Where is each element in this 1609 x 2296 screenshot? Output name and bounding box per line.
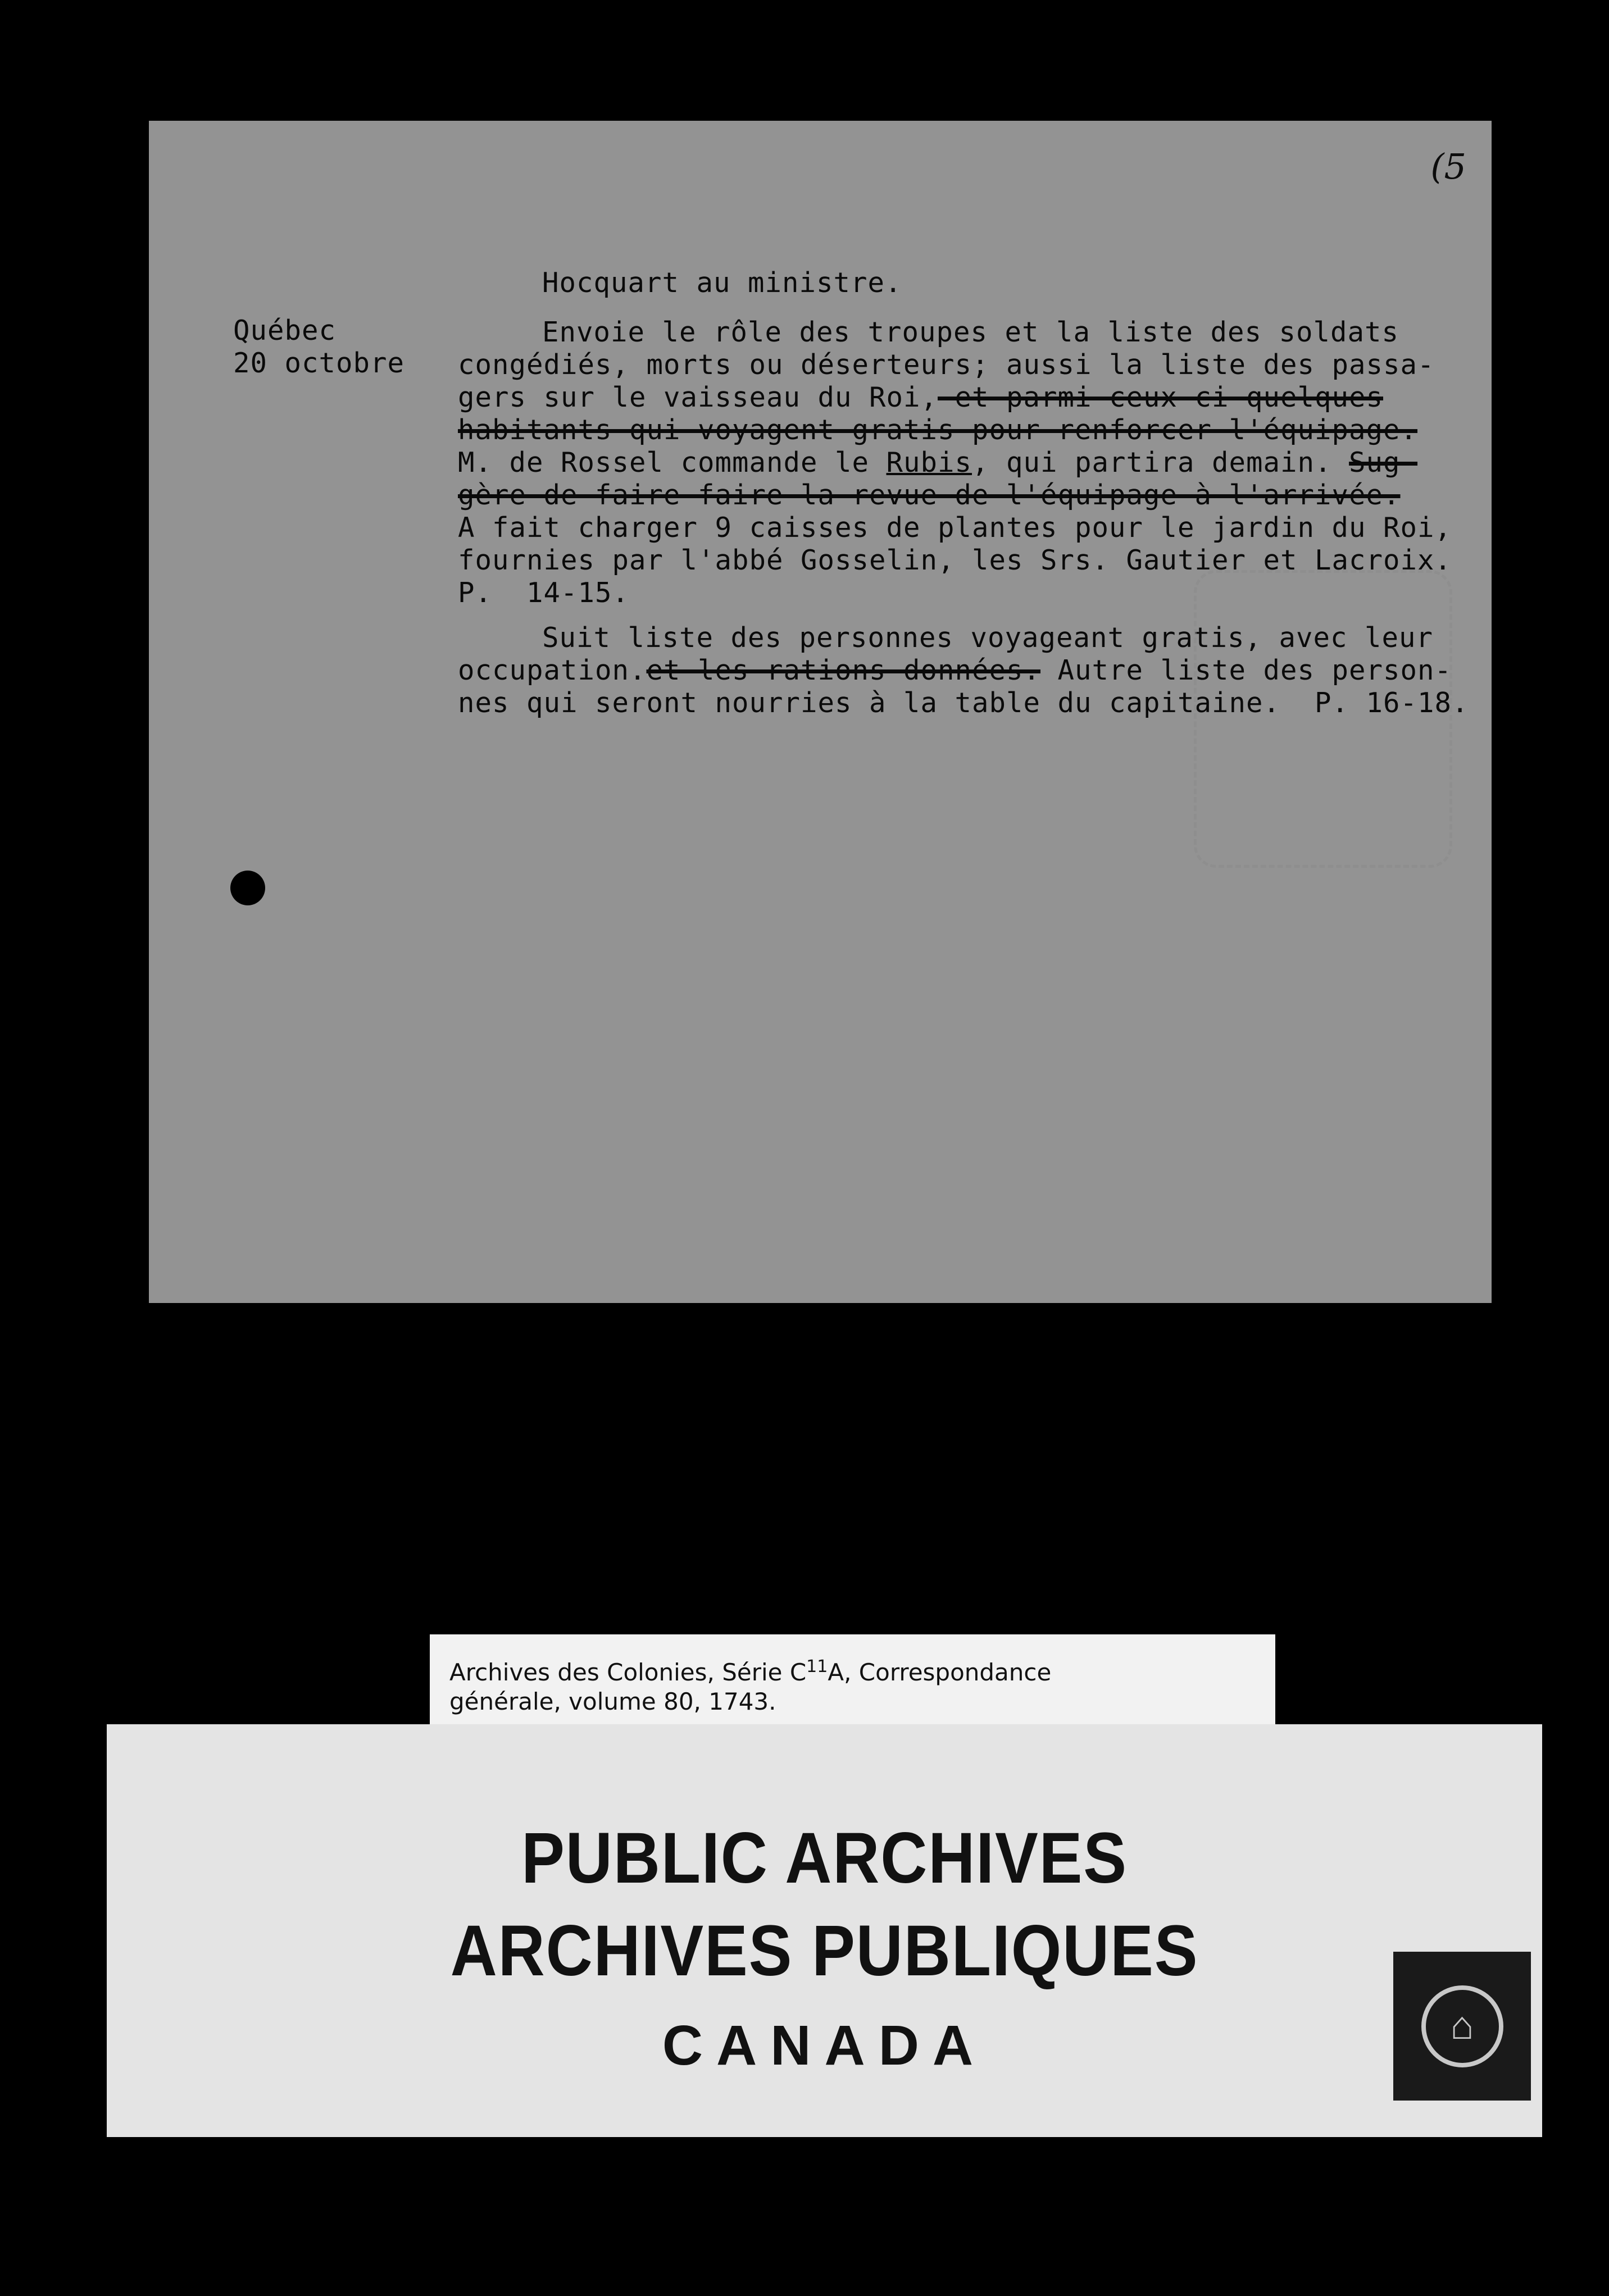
struck-text: et parmi ceux-ci quelques — [938, 381, 1384, 413]
dateline — [233, 315, 404, 380]
document-card — [149, 121, 1492, 1303]
paragraph-1: Envoie le rôle des troupes et la liste des soldats congédiés, morts ou déserteurs; aussi la liste des passa- gers sur le vaisseau du Roi, et parmi ceux-ci quelques habitants qui voyagent gratis pour renforcer l'équipage. M. de Rossel commande le Rubis, qui partira demain. Sug- gère de faire faire la revue de l'équipage à l'arrivée. A fait charger 9 caisses de plantes pour le jardin du Roi, fournies par l'abbé Gosselin, les Srs. Gautier et Lacroix. P. 14-15. — [458, 316, 1452, 609]
banner-line-country: CANADA — [662, 2014, 987, 2077]
document-heading: Hocquart au ministre. — [542, 267, 902, 299]
faded-stamp — [1194, 570, 1452, 868]
punch-hole — [230, 871, 265, 905]
banner-line-french: ARCHIVES PUBLIQUES — [450, 1911, 1199, 1991]
place: Québec — [233, 315, 337, 347]
paragraph-2: Suit liste des personnes voyageant gratis, avec leur occupation.et les rations données. Autre liste des person- nes qui seront nourries à la table du capitaine. P. 16-18. — [458, 622, 1469, 719]
archives-logo-icon: ⌂ — [1393, 1952, 1531, 2101]
page-number: (5 — [1430, 146, 1466, 187]
archives-banner — [107, 1724, 1542, 2137]
date: 20 octobre — [233, 347, 405, 379]
banner-line-english: PUBLIC ARCHIVES — [521, 1818, 1128, 1898]
struck-text: Sug- — [1349, 447, 1418, 479]
struck-text: et les rations données. — [646, 654, 1041, 686]
struck-text: gère de faire faire la revue de l'équipage à l'arrivée. — [458, 479, 1401, 511]
struck-text: habitants qui voyagent gratis pour renforcer l'équipage. — [458, 414, 1418, 446]
reference-label: Archives des Colonies, Série $C^{11}A$, Correspondance générale, volume 80, 1743. — [430, 1634, 1275, 1730]
ship-name: Rubis — [886, 447, 972, 479]
